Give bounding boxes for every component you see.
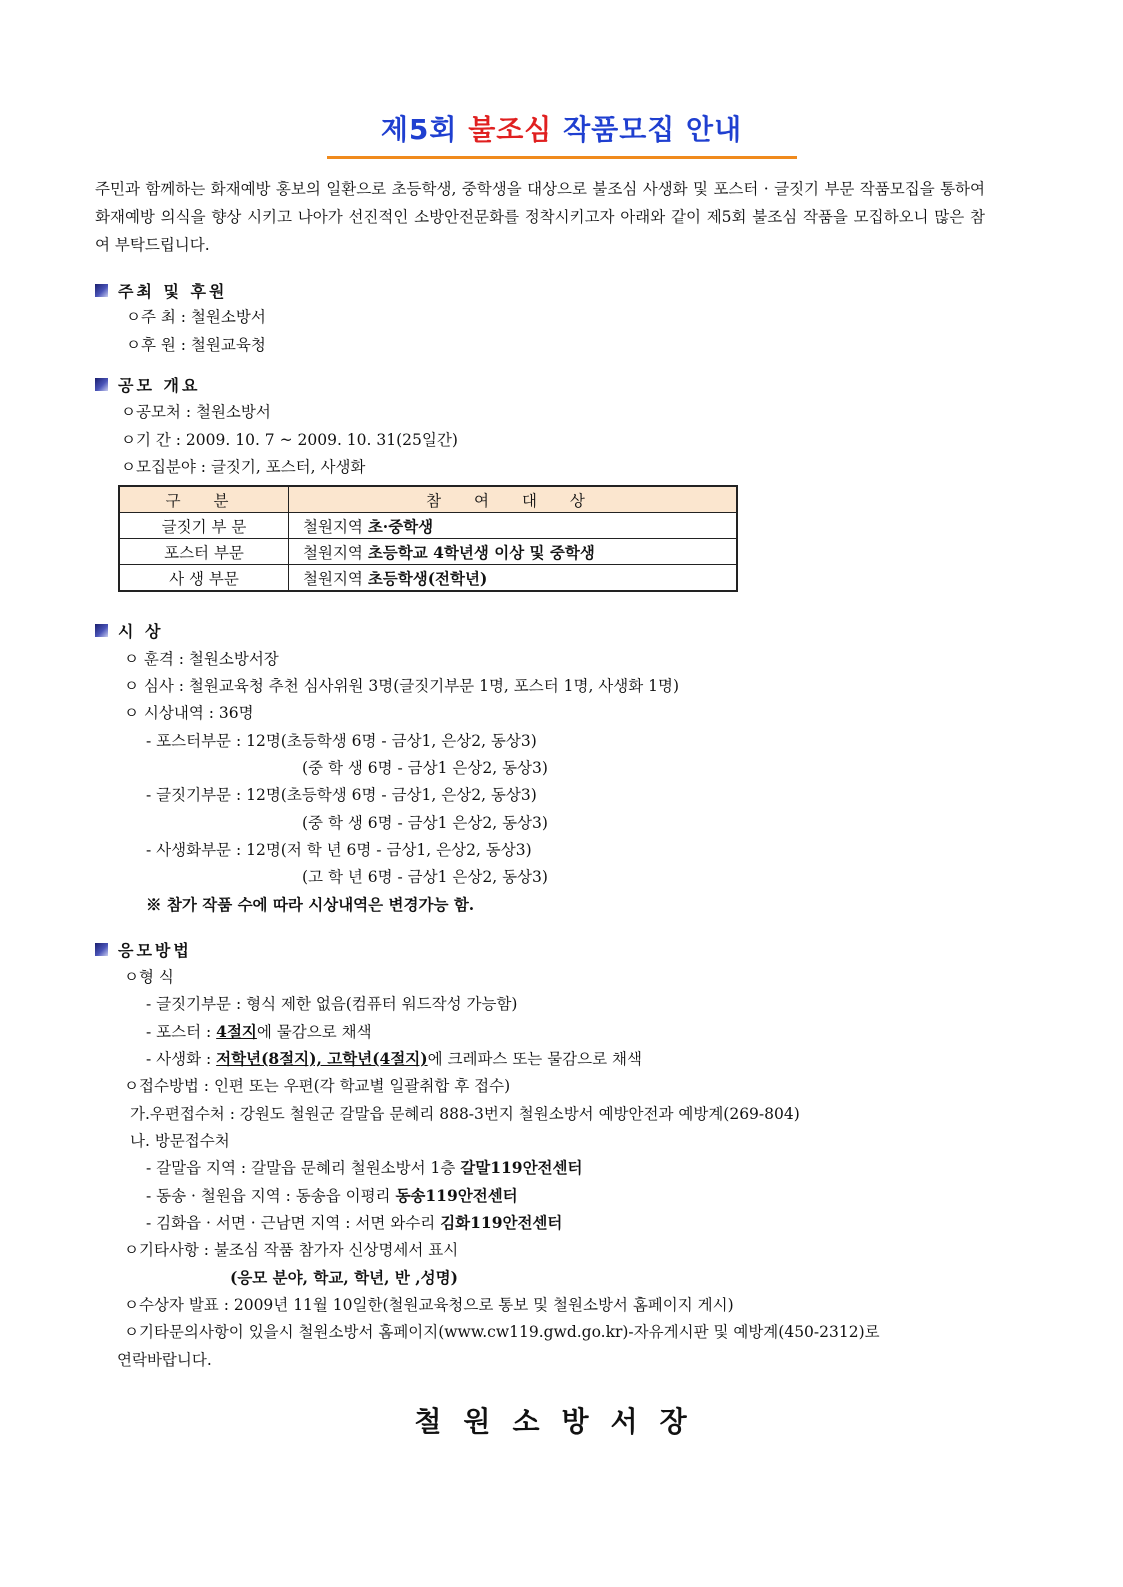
section-heading-overview: [95, 373, 200, 396]
visit-receipt-line: 나. 방문접수처: [130, 1132, 230, 1150]
section-heading-method: [95, 938, 192, 961]
award-note: ※ 참가 작품 수에 따라 시상내역은 변경가능 함.: [146, 895, 475, 914]
table-header-row: [119, 486, 737, 513]
table-header-category: 구 분: [119, 486, 289, 513]
host-line: ㅇ주 최 : 철원소방서: [126, 308, 266, 326]
target-region: 철원지역: [303, 543, 368, 562]
section-heading-text: 공모 개요: [118, 376, 201, 395]
section-heading-host: [95, 279, 227, 302]
inquiry-line-2: 연락바랍니다.: [117, 1351, 212, 1369]
receipt-line: ㅇ접수방법 : 인편 또는 우편(각 학교별 일괄취합 후 접수): [124, 1077, 511, 1095]
table-header-target: 참 여 대 상: [289, 486, 738, 513]
target-group: 초등학생(전학년): [367, 568, 488, 588]
form-line: ㅇ형 식: [124, 968, 174, 986]
period-line: ㅇ기 간 : 2009. 10. 7 ~ 2009. 10. 31(25일간): [121, 431, 458, 449]
square-bullet-icon: [95, 284, 108, 297]
section-heading-awards: [95, 619, 163, 642]
table-row: [119, 539, 737, 565]
announce-line: ㅇ수상자 발표 : 2009년 11월 10일한(철원교육청으로 통보 및 철원소방서 홈페이지 게시): [124, 1296, 734, 1314]
writing-award-line: - 글짓기부문 : 12명(초등학생 6명 - 금상1, 은상2, 동상3): [146, 786, 537, 804]
target-group: 초·중학생: [367, 516, 434, 536]
section-heading-text: 시 상: [118, 622, 164, 641]
section-heading-text: 응모방법: [118, 941, 192, 960]
visit-dongsong-center: 동송119안전센터: [395, 1186, 518, 1205]
visit-gimhwa-address: - 김화읍 · 서면 · 근남면 지역 : 서면 와수리: [146, 1214, 441, 1232]
target-region: 철원지역: [303, 517, 368, 536]
form-drawing-paper: 저학년(8절지), 고학년(4절지): [216, 1049, 428, 1068]
form-poster-paper: 4절지: [216, 1022, 257, 1041]
sponsor-line: ㅇ후 원 : 철원교육청: [126, 336, 266, 354]
visit-galmal-center: 갈말119안전센터: [460, 1158, 583, 1177]
target-group: 초등학교 4학년생 이상 및 중학생: [367, 542, 595, 562]
title-underline: [327, 156, 797, 159]
page-title: [357, 108, 766, 154]
poster-award-middle-line: (중 학 생 6명 - 금상1 은상2, 동상3): [302, 759, 548, 777]
title-block: [0, 108, 1123, 159]
drawing-award-line: - 사생화부문 : 12명(저 학 년 6명 - 금상1, 은상2, 동상3): [146, 841, 532, 859]
title-part-highlight: 불조심: [468, 113, 553, 146]
table-cell-category: 사 생 부문: [119, 565, 289, 592]
visit-galmal-line: [146, 1156, 582, 1178]
poster-award-line: - 포스터부문 : 12명(초등학생 6명 - 금상1, 은상2, 동상3): [146, 732, 537, 750]
judges-line: ㅇ 심사 : 철원교육청 추천 심사위원 3명(글짓기부문 1명, 포스터 1명, 사생화 1명): [124, 677, 680, 695]
visit-gimhwa-line: [146, 1211, 562, 1233]
award-title-line: ㅇ 훈격 : 철원소방서장: [124, 650, 279, 668]
form-drawing-line: [146, 1047, 642, 1069]
table-cell-category: 글짓기 부 문: [119, 513, 289, 539]
table-cell-target: [289, 513, 738, 539]
visit-dongsong-line: [146, 1184, 518, 1206]
form-poster-rest: 에 물감으로 채색: [256, 1023, 372, 1041]
target-region: 철원지역: [303, 569, 368, 588]
eligibility-table: [118, 485, 738, 592]
form-drawing-label: - 사생화 :: [146, 1050, 217, 1068]
etc-line: ㅇ기타사항 : 불조심 작품 참가자 신상명세서 표시: [124, 1241, 459, 1259]
org-line: ㅇ공모처 : 철원소방서: [121, 403, 271, 421]
writing-award-middle-line: (중 학 생 6명 - 금상1 은상2, 동상3): [302, 814, 548, 832]
field-line: ㅇ모집분야 : 글짓기, 포스터, 사생화: [121, 458, 366, 476]
table-cell-target: [289, 539, 738, 565]
visit-galmal-address: - 갈말읍 지역 : 갈말읍 문혜리 철원소방서 1층: [146, 1159, 461, 1177]
square-bullet-icon: [95, 624, 108, 637]
signature-title: 철원소방서장: [414, 1405, 709, 1438]
title-part-1: 제5회: [380, 113, 469, 146]
form-writing-line: - 글짓기부문 : 형식 제한 없음(컴퓨터 워드작성 가능함): [146, 995, 518, 1013]
form-poster-line: [146, 1020, 372, 1042]
form-poster-label: - 포스터 :: [146, 1023, 217, 1041]
visit-dongsong-address: - 동송 · 철원읍 지역 : 동송읍 이평리: [146, 1187, 396, 1205]
section-heading-text: 주최 및 후원: [118, 282, 228, 301]
drawing-award-upper-line: (고 학 년 6명 - 금상1 은상2, 동상3): [302, 868, 548, 886]
table-cell-category: 포스터 부문: [119, 539, 289, 565]
table-row: [119, 513, 737, 539]
form-drawing-rest: 에 크레파스 또는 물감으로 채색: [427, 1050, 642, 1068]
square-bullet-icon: [95, 943, 108, 956]
mail-receipt-line: 가.우편접수처 : 강원도 철원군 갈말읍 문혜리 888-3번지 철원소방서 예방안전과 예방계(269-804): [130, 1105, 800, 1123]
title-part-3: 작품모집 안내: [552, 113, 743, 146]
table-row: [119, 565, 737, 592]
visit-gimhwa-center: 김화119안전센터: [440, 1213, 563, 1232]
inquiry-line: ㅇ기타문의사항이 있을시 철원소방서 홈페이지(www.cw119.gwd.go.kr)-자유게시판 및 예방계(450-2312)로: [124, 1323, 880, 1341]
intro-paragraph: 주민과 함께하는 화재예방 홍보의 일환으로 초등학생, 중학생을 대상으로 불조심 사생화 및 포스터 · 글짓기 부문 작품모집을 통하여 화재예방 의식을 향상 시키고 나아가 선진적인 소방안전문화를 정착시키고자 아래와 같이 제5회 불조심 작품을 모집하오니 많은 참여 부탁드립니다.: [95, 180, 985, 254]
etc-detail-line: (응모 분야, 학교, 학년, 반 ,성명): [230, 1268, 458, 1287]
award-count-line: ㅇ 시상내역 : 36명: [124, 704, 254, 722]
square-bullet-icon: [95, 378, 108, 391]
table-cell-target: [289, 565, 738, 592]
